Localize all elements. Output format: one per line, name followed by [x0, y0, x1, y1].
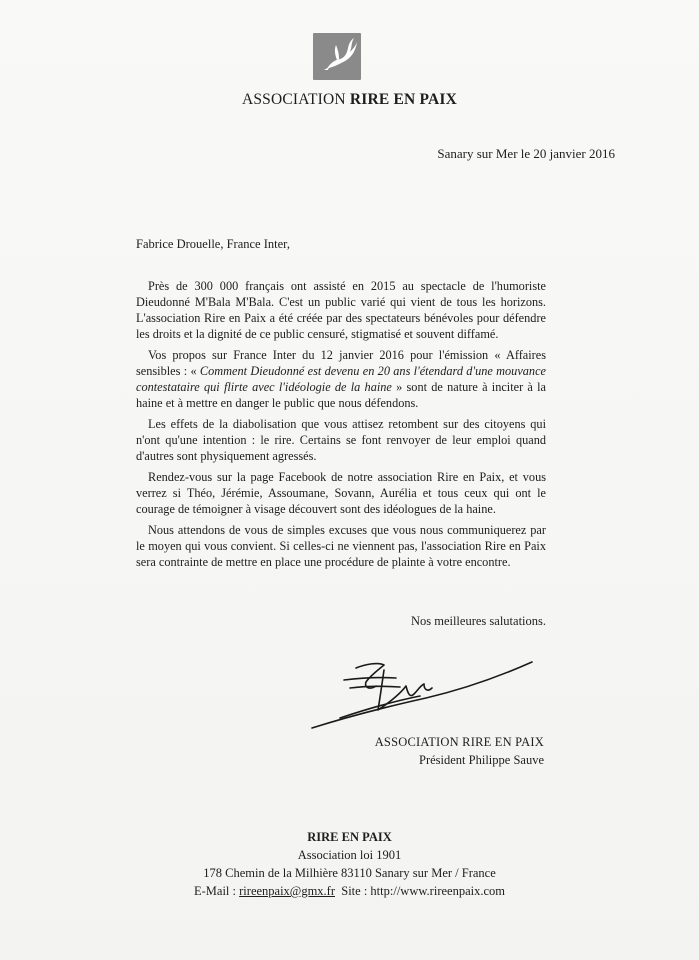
email-link[interactable]: rireenpaix@gmx.fr	[239, 884, 335, 898]
association-name: RIRE EN PAIX	[349, 91, 458, 108]
paragraph-2	[136, 347, 546, 411]
footer-type: Association loi 1901	[297, 848, 402, 862]
email-label: E-Mail :	[194, 884, 240, 898]
paragraph-3: Les effets de la diabolisation que vous attisez retombent sur des citoyens qui n'ont qu'une intention : le rire. Certains se font renvoyer de leur emploi quand d'autres sont physiquement agressés.	[136, 417, 546, 463]
letter-body	[136, 278, 546, 575]
footer-contact	[0, 882, 699, 900]
dove-icon	[313, 33, 361, 80]
signature-organization: ASSOCIATION RIRE EN PAIX	[374, 735, 544, 749]
paragraph-5: Nous attendons de vous de simples excuses que vous nous communiquerez par le moyen qui vous convient. Si celles-ci ne viennent pas, l'association Rire en Paix sera contrainte de mettre en place une procédure de plainte à votre encontre.	[136, 523, 546, 569]
paragraph-1: Près de 300 000 français ont assisté en 2015 au spectacle de l'humoriste Dieudonné M'Bala M'Bala. C'est un public varié qui vient de tous les horizons. L'association Rire en Paix a été créée par des spectateurs bénévoles pour défendre les droits et la dignité de ce public censuré, stigmatisé et souvent diffamé.	[136, 279, 546, 341]
signature-block	[375, 733, 544, 769]
site-label: Site :	[335, 884, 371, 898]
handwritten-signature	[300, 650, 540, 735]
association-title	[0, 91, 699, 109]
letter-date: Sanary sur Mer le 20 janvier 2016	[437, 146, 615, 161]
paragraph-2-start: Vos propos sur France Inter du 12 janvier 2016 pour l'émission « Affaires sensibles : «	[136, 348, 546, 378]
footer-name: RIRE EN PAIX	[307, 830, 392, 844]
signature-president: Président Philippe Sauve	[419, 753, 544, 767]
association-prefix: ASSOCIATION	[241, 91, 350, 108]
letter-footer	[0, 828, 699, 900]
paragraph-2-end: » sont de nature à inciter à la haine et à mettre en danger le public que nous défendons.	[136, 380, 546, 410]
closing-salutation: Nos meilleures salutations.	[410, 614, 546, 628]
footer-address: 178 Chemin de la Milhière 83110 Sanary sur Mer / France	[203, 866, 496, 880]
recipient-line: Fabrice Drouelle, France Inter,	[136, 237, 290, 251]
paragraph-4: Rendez-vous sur la page Facebook de notre association Rire en Paix, et vous verrez si Théo, Jérémie, Assoumane, Sovann, Aurélia et tous ceux qui ont le courage de témoigner à visage découvert sont des idéologues de la haine.	[136, 470, 546, 516]
paragraph-2-quote: Comment Dieudonné est devenu en 20 ans l'étendard d'une mouvance contestataire qui flirte avec l'idéologie de la haine	[136, 364, 546, 394]
site-link[interactable]: http://www.rireenpaix.com	[370, 884, 505, 898]
